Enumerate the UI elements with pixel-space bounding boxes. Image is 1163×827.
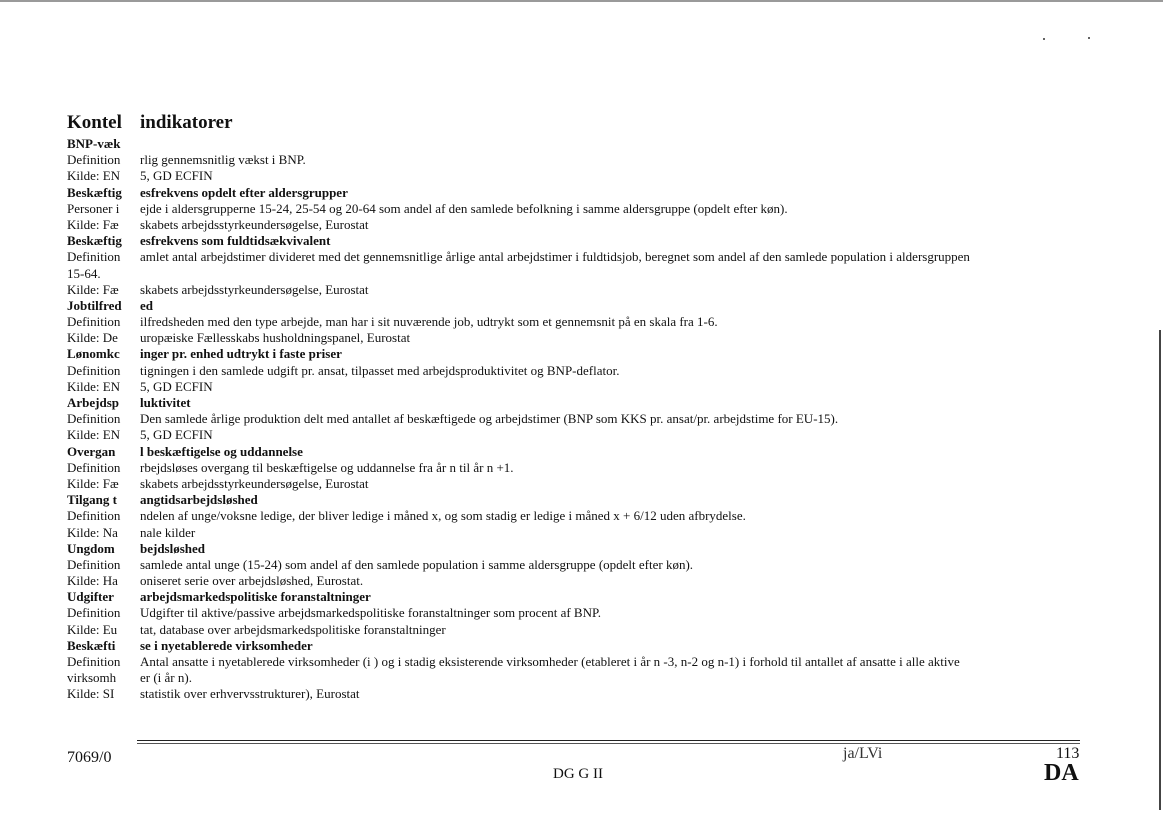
page-number: 113 [1056,745,1080,762]
row-label-33: virksomh [67,670,117,686]
section-title-28: arbejdsmarkedspolitiske foranstaltninger [140,589,371,605]
row-label-8: 15-64. [67,265,101,281]
section-title-16: luktivitet [140,395,191,410]
row-text-12: uropæiske Fællesskabs husholdningspanel, Eurostat [140,330,411,346]
row-text-9: skabets arbejdsstyrkeundersøgelse, Eurostat [140,281,369,297]
row-text-4: ejde i aldersgrupperne 15-24, 25-54 og 20-64 som andel af den samlede befolkning i samme aldersgruppe (opdelt efter køn). [140,200,788,216]
row-label-26: Definition [67,556,121,572]
row-text-14: tigningen i den samlede udgift pr. ansat, tilpasset med arbejdsproduktivitet og BNP-deflator. [140,362,620,378]
scan-right-edge [1159,330,1161,810]
row-text-32: Antal ansatte i nyetablerede virksomheder (i ) og i stadig eksisterende virksomheder (etableret i år n -3, n-2 og n-1) i forhold til antallet af ansatte i alle aktive [140,654,960,669]
row-text-33: er (i år n). [140,670,192,686]
row-label-0: BNP-væk [67,136,121,151]
row-label-27: Kilde: Ha [67,573,118,589]
row-label-2: Kilde: EN [67,168,121,184]
row-label-14: Definition [67,362,121,378]
row-text-5: skabets arbejdsstyrkeundersøgelse, Eurostat [140,216,369,232]
row-text-15: 5, GD ECFIN [140,378,213,394]
section-title-10: ed [140,297,153,313]
scan-speck [1088,37,1090,39]
row-text-20: rbejdsløses overgang til beskæftigelse og uddannelse fra år n til år n +1. [140,459,514,475]
row-label-34: Kilde: SI [67,686,115,702]
heading-left: Kontel [67,112,122,133]
row-text-27: oniseret serie over arbejdsløshed, Eurostat. [140,573,364,589]
row-label-4: Personer i [67,200,120,216]
row-label-10: Jobtilfred [67,297,122,313]
row-label-5: Kilde: Fæ [67,216,119,232]
row-text-29: Udgifter til aktive/passive arbejdsmarkedspolitiske foranstaltninger som procent af BNP. [140,605,602,621]
scan-speck [1043,38,1045,40]
row-label-3: Beskæftig [67,184,122,200]
row-label-7: Definition [67,249,121,265]
row-label-11: Definition [67,314,121,330]
row-label-20: Definition [67,459,121,475]
row-label-6: Beskæftig [67,233,122,249]
scan-top-edge [0,0,1163,2]
row-text-26: samlede antal unge (15-24) som andel af den samlede population i samme aldersgruppe (opdelt efter køn). [140,556,694,572]
section-title-13: inger pr. enhed udtrykt i faste priser [140,346,342,362]
row-label-29: Definition [67,605,121,621]
row-label-30: Kilde: Eu [67,621,118,637]
row-label-23: Definition [67,508,121,524]
row-label-18: Kilde: EN [67,427,121,443]
row-label-32: Definition [67,654,121,669]
row-text-11: ilfredsheden med den type arbejde, man har i sit nuværende job, udtrykt som et gennemsnit på en skala fra 1-6. [140,314,718,330]
author-initials: ja/LVi [843,745,883,762]
section-title-25: bejdsløshed [140,540,206,556]
row-text-18: 5, GD ECFIN [140,427,213,443]
row-label-1: Definition [67,152,121,168]
row-text-21: skabets arbejdsstyrkeundersøgelse, Eurostat [140,475,369,491]
row-label-9: Kilde: Fæ [67,281,119,297]
right-column-text [140,112,1150,703]
row-label-28: Udgifter [67,589,114,605]
footer-rule [137,740,1080,741]
section-title-31: se i nyetablerede virksomheder [140,637,313,653]
row-label-24: Kilde: Na [67,524,118,540]
row-text-1: rlig gennemsnitlig vækst i BNP. [140,152,306,168]
row-text-8 [140,266,1150,282]
row-label-17: Definition [67,411,121,427]
row-text-7: amlet antal arbejdstimer divideret med det gennemsnitlige årlige antal arbejdstimer i fuldtidsjob, beregnet som andel af den samlede population i aldersgruppen [140,249,970,265]
row-text-2: 5, GD ECFIN [140,168,213,184]
document-reference: 7069/0 [67,749,112,766]
left-column-cropped [67,112,137,703]
row-text-17: Den samlede årlige produktion delt med antallet af beskæftigede og arbejdstimer (BNP som KKS pr. ansat/pr. arbejdstime for EU-15). [140,411,839,427]
heading-right: indikatorer [140,112,233,133]
row-label-15: Kilde: EN [67,378,121,394]
row-label-21: Kilde: Fæ [67,475,119,491]
section-title-19: l beskæftigelse og uddannelse [140,443,303,459]
row-label-13: Lønomkc [67,346,120,362]
section-title-6: esfrekvens som fuldtidsækvivalent [140,233,331,249]
row-label-31: Beskæfti [67,637,116,653]
row-text-23: ndelen af unge/voksne ledige, der bliver ledige i måned x, og som stadig er ledige i måned x + 6/12 uden afbrydelse. [140,508,746,524]
footer-rule-second [137,743,1080,744]
section-title-3: esfrekvens opdelt efter aldersgrupper [140,184,348,200]
section-title-22: angtidsarbejdsløshed [140,492,258,508]
row-text-24: nale kilder [140,524,196,540]
row-text-30: tat, database over arbejdsmarkedspolitiske foranstaltninger [140,621,446,637]
language-code: DA [1044,760,1079,786]
row-label-19: Overgan [67,443,116,459]
row-text-34: statistik over erhvervsstrukturer), Eurostat [140,686,360,702]
row-label-25: Ungdom [67,540,115,556]
section-title-0 [140,136,1150,152]
row-label-16: Arbejdsp [67,395,120,410]
row-label-12: Kilde: De [67,330,118,346]
row-label-22: Tilgang t [67,492,117,508]
directorate-label: DG G II [553,766,603,782]
